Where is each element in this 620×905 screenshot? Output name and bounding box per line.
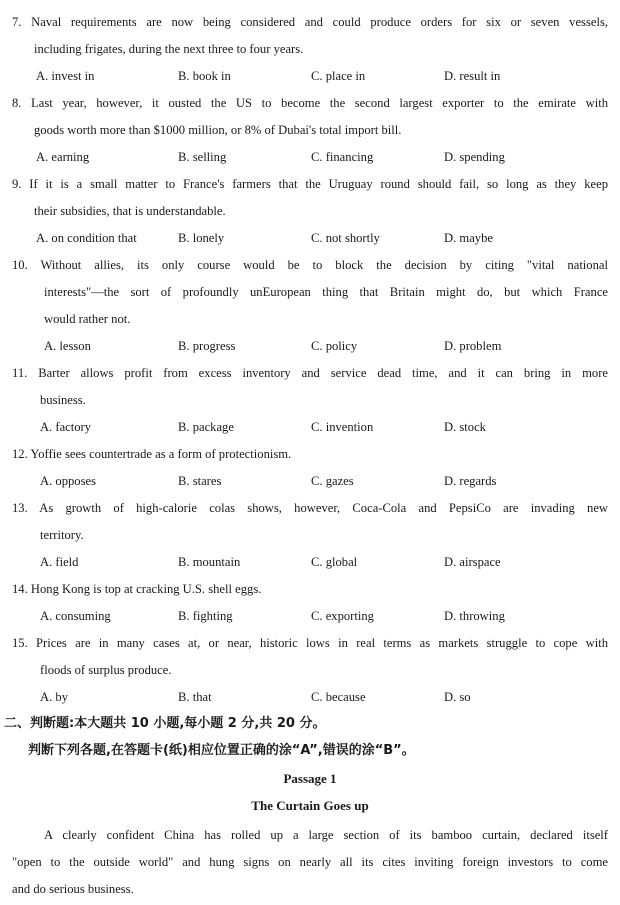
option-a: A. opposes [40,474,96,488]
section-instruction: 判断下列各题,在答题卡(纸)相应位置正确的涂“A”,错误的涂“B”。 [28,743,415,758]
question-13-line-1: 13. As growth of high-calorie colas shows, however, Coca-Cola and PepsiCo are invading new [12,501,608,515]
question-8-line-2: goods worth more than $1000 million, or 8% of Dubai's total import bill. [34,123,402,137]
option-b: B. package [178,420,234,434]
passage-label: Passage 1 [283,771,337,786]
question-11-line-2: business. [40,393,86,407]
question-14-line-1: 14. Hong Kong is top at cracking U.S. shell eggs. [12,582,262,596]
option-b: B. lonely [178,231,225,245]
option-d: D. problem [444,339,502,353]
question-9-line-2: their subsidies, that is understandable. [34,204,226,218]
option-a: A. consuming [40,609,111,623]
option-c: C. invention [311,420,374,434]
question-10-line-3: would rather not. [44,312,131,326]
passage-line-3: and do serious business. [12,882,134,896]
option-c: C. because [311,690,366,704]
question-11-line-1: 11. Barter allows profit from excess inventory and service dead time, and it can bring in more [12,366,608,380]
option-c: C. not shortly [311,231,380,245]
option-c: C. exporting [311,609,374,623]
option-a: A. field [40,555,79,569]
option-b: B. fighting [178,609,233,623]
question-15-line-1: 15. Prices are in many cases at, or near, historic lows in real terms as markets struggle to cope with [12,636,608,650]
option-d: D. maybe [444,231,493,245]
option-b: B. that [178,690,212,704]
question-7-line-2: including frigates, during the next three to four years. [34,42,304,56]
option-d: D. spending [444,150,505,164]
option-b: B. stares [178,474,222,488]
option-d: D. stock [444,420,486,434]
passage-line-1: A clearly confident China has rolled up a large section of its bamboo curtain, declared itself [44,828,608,842]
section-heading: 二、判断题:本大题共 10 小题,每小题 2 分,共 20 分。 [4,716,326,731]
passage-line-2: "open to the outside world" and hung signs on nearly all its cites inviting foreign investors to come [12,855,608,869]
option-d: D. so [444,690,471,704]
question-7-line-1: 7. Naval requirements are now being considered and could produce orders for six or seven vessels, [12,15,608,29]
option-c: C. gazes [311,474,354,488]
question-12-line-1: 12. Yoffie sees countertrade as a form of protectionism. [12,447,292,461]
option-a: A. invest in [36,69,95,83]
question-9-line-1: 9. If it is a small matter to France's farmers that the Uruguay round should fail, so long as they keep [12,177,608,191]
question-10-line-1: 10. Without allies, its only course would be to block the decision by citing "vital national [12,258,608,272]
option-c: C. global [311,555,358,569]
question-8-line-1: 8. Last year, however, it ousted the US to become the second largest exporter to the emirate with [12,96,608,110]
option-a: A. lesson [44,339,91,353]
option-c: C. policy [311,339,358,353]
option-a: A. factory [40,420,92,434]
option-c: C. place in [311,69,366,83]
option-b: B. progress [178,339,236,353]
option-a: A. earning [36,150,90,164]
option-b: B. selling [178,150,227,164]
passage-title: The Curtain Goes up [251,798,369,813]
option-d: D. result in [444,69,501,83]
option-d: D. airspace [444,555,501,569]
option-b: B. book in [178,69,231,83]
option-a: A. by [40,690,68,704]
option-b: B. mountain [178,555,241,569]
option-d: D. regards [444,474,497,488]
question-15-line-2: floods of surplus produce. [40,663,172,677]
option-c: C. financing [311,150,374,164]
question-13-line-2: territory. [40,528,84,542]
option-a: A. on condition that [36,231,137,245]
option-d: D. throwing [444,609,505,623]
question-10-line-2: interests"—the sort of profoundly unEuropean thing that Britain might do, but which France [44,285,608,299]
